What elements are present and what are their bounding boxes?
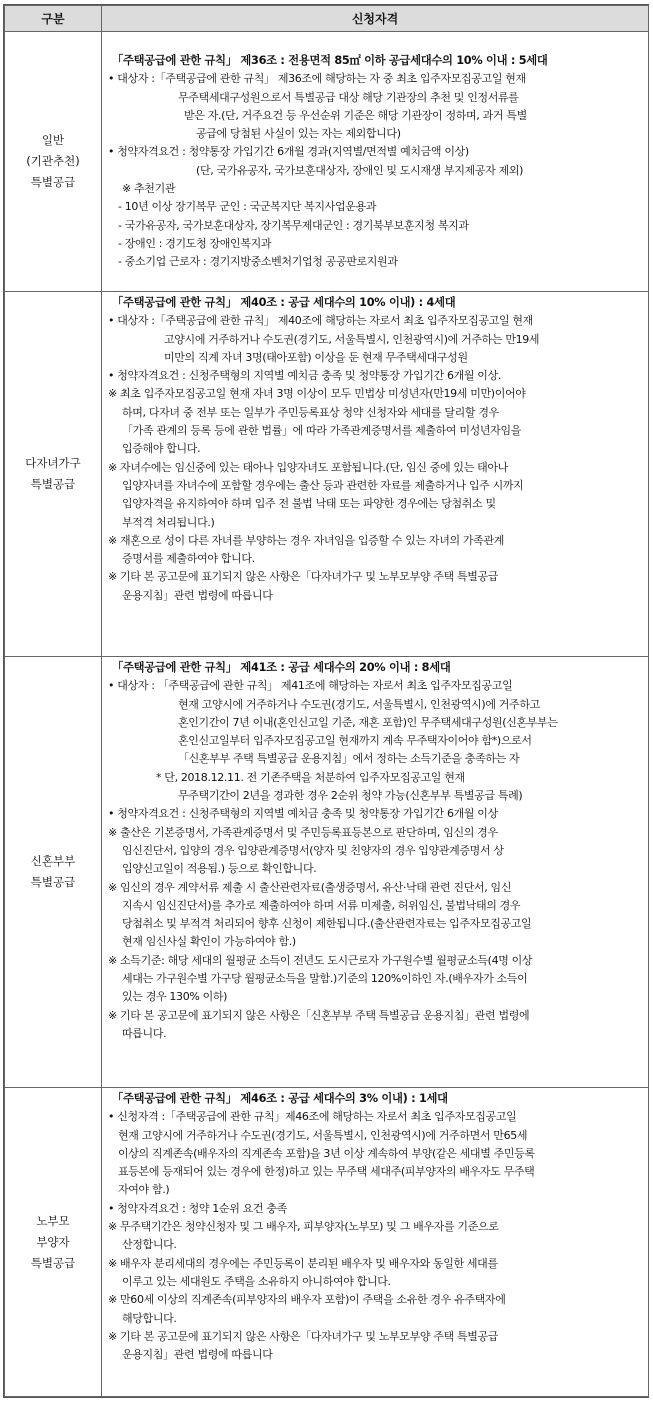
rule-heading: 「주택공급에 관한 규칙」 제40조 : 공급 세대수의 10% 이내) : 4세대 bbox=[112, 296, 456, 309]
eligibility-text-line: • 신청자격 :「주택공급에 관한 규칙」제46조에 해당하는 자로서 최초 입주자모집공고일 bbox=[108, 1110, 517, 1124]
eligibility-text-line: 당첨취소 및 부적격 처리되어 향후 신청이 제한됩니다.(출산관련자료는 입주자모집공고일 bbox=[122, 917, 532, 931]
eligibility-text-line: ※ 추천기관 bbox=[122, 182, 176, 196]
category-label: 특별공급 bbox=[30, 875, 76, 889]
eligibility-text-line: 따릅니다. bbox=[122, 1026, 167, 1040]
eligibility-text-line: ※ 소득기준: 해당 세대의 월평균 소득이 전년도 도시근로자 가구원수별 월평균소득(4명 이상 bbox=[108, 953, 533, 967]
eligibility-text-line: ※ 기타 본 공고문에 표기되지 않은 사항은「다자녀가구 및 노부모부양 주택 특별공급 bbox=[108, 1329, 499, 1343]
eligibility-cell bbox=[102, 657, 649, 1088]
rule-heading: 「주택공급에 관한 규칙」 제36조 : 전용면적 85㎡ 이하 공급세대수의 10% 이내 : 5세대 bbox=[112, 54, 548, 67]
rule-heading: 「주택공급에 관한 규칙」 제41조 : 공급 세대수의 20% 이내 : 8세대 bbox=[112, 661, 451, 674]
eligibility-table bbox=[4, 5, 649, 1397]
eligibility-text-line: ※ 출산은 기본증명서, 가족관계증명서 및 주민등록표등본으로 판단하며, 임신의 경우 bbox=[108, 825, 498, 839]
eligibility-text-line: 현재 임신사실 확인이 가능하여야 함.) bbox=[122, 935, 296, 949]
eligibility-text-line: 입증해야 합니다. bbox=[122, 442, 201, 456]
eligibility-text-line: ※ 배우자 분리세대의 경우에는 주민등록이 분리된 배우자 및 배우자와 동일한 세대를 bbox=[108, 1256, 498, 1270]
eligibility-text-line: ※ 자녀수에는 임신중에 있는 태아나 입양자녀도 포함됩니다.(단, 임신 중에 있는 태아나 bbox=[108, 460, 508, 474]
eligibility-text-line: ※ 기타 본 공고문에 표기되지 않은 사항은「신혼부부 주택 특별공급 운용지침」관련 법령에 bbox=[108, 1008, 530, 1022]
category-label: 다자녀가구 bbox=[25, 456, 81, 470]
category-label: 노부모 bbox=[36, 1213, 70, 1228]
eligibility-text-line: 무주택세대구성원으로서 특별공급 대상 해당 기관장의 추천 및 인정서류를 bbox=[178, 90, 519, 104]
header-category: 구분 bbox=[5, 6, 102, 32]
eligibility-text-line: 있는 경우 130% 이하) bbox=[122, 990, 228, 1004]
eligibility-text-line: - 국가유공자, 국가보훈대상자, 장기복무제대군인 : 경기북부보훈지청 복지과 bbox=[118, 218, 469, 232]
category-label: 신혼부부 bbox=[30, 854, 76, 868]
eligibility-text-line: • 청약자격요건 : 청약 1순위 요건 충족 bbox=[108, 1201, 287, 1215]
eligibility-text-line: 공급에 당첨된 사실이 있는 자는 제외합니다) bbox=[196, 127, 401, 141]
eligibility-text-line: 세대는 가구원수별 가구당 월평균소득을 말함.)기준의 120%이하인 자.(배우자가 소득이 bbox=[122, 972, 528, 986]
eligibility-text-line: - 10년 이상 장기복무 군인 : 국군복지단 복지사업운용과 bbox=[118, 200, 377, 214]
eligibility-text-line: 받은 자.(단, 거주요건 등 우선순위 기준은 해당 기관장이 정하며, 과거 특별 bbox=[184, 108, 527, 122]
eligibility-text-line: 운용지침」관련 법령에 따릅니다 bbox=[122, 1348, 273, 1362]
eligibility-text-line: 입양신고일이 적용됨.) 등으로 확인합니다. bbox=[122, 862, 317, 876]
eligibility-text-line: 미만의 직계 자녀 3명(태아포함) 이상을 둔 현재 무주택세대구성원 bbox=[164, 350, 468, 364]
header-eligibility: 신청자격 bbox=[102, 6, 649, 32]
eligibility-text-line: ※ 임신의 경우 계약서류 제출 시 출산관련자료(출생증명서, 유산·낙태 관련 진단서, 임신 bbox=[108, 880, 512, 894]
eligibility-text-line: - 장애인 : 경기도청 장애인복지과 bbox=[118, 236, 272, 250]
eligibility-text-line: 이루고 있는 세대원도 주택을 소유하지 아니하여야 합니다. bbox=[122, 1274, 391, 1288]
table-header-row bbox=[5, 6, 649, 32]
eligibility-text-line: 지속시 임신진단서)를 추가로 제출하여야 하며 서류 미제출, 허위임신, 불법낙태의 경우 bbox=[122, 898, 521, 912]
category-label: 일반 bbox=[41, 133, 65, 147]
eligibility-text-line: 입양자격을 유지하여야 하며 입주 전 불법 낙태 또는 파양한 경우에는 당첨취소 및 bbox=[122, 497, 496, 511]
eligibility-text-line: (단, 국가유공자, 국가보훈대상자, 장애인 및 도시재생 부지제공자 제외) bbox=[196, 163, 524, 177]
table-row-general-special-supply bbox=[5, 32, 649, 292]
eligibility-text-line: • 청약자격요건 : 청약통장 가입기간 6개월 경과(지역별/면적별 예치금액 이상) bbox=[108, 145, 469, 159]
eligibility-text-line: 「가족 관계의 등록 등에 관한 법률」에 따라 가족관계증명서를 제출하여 미성년자임을 bbox=[122, 424, 522, 438]
category-cell bbox=[5, 657, 102, 1088]
eligibility-text-line: 자여야 함.) bbox=[118, 1183, 170, 1197]
eligibility-text-line: ※ 최초 입주자모집공고일 현재 자녀 3명 이상이 모두 민법상 미성년자(만19세 미만)이어야 bbox=[108, 387, 526, 401]
eligibility-text-line: 증명서를 제출하여야 합니다. bbox=[122, 552, 255, 566]
eligibility-text-line: 운용지침」관련 법령에 따릅니다 bbox=[122, 588, 273, 602]
eligibility-text-line: ※ 무주택기간은 청약신청자 및 그 배우자, 피부양자(노부모) 및 그 배우자를 기준으로 bbox=[108, 1220, 499, 1234]
eligibility-text-line: 하며, 다자녀 중 전부 또는 일부가 주민등록표상 청약 신청자와 세대를 달리할 경우 bbox=[122, 405, 499, 419]
category-label: 특별공급 bbox=[30, 1255, 76, 1270]
eligibility-text-line: 입양자녀를 자녀수에 포함할 경우에는 출산 등과 관련한 자료를 제출하거나 입주 시까지 bbox=[122, 478, 524, 492]
eligibility-text-line: 산정합니다. bbox=[122, 1238, 177, 1252]
eligibility-cell bbox=[102, 32, 649, 292]
eligibility-text-line: • 청약자격요건 : 신청주택형의 지역별 예치금 충족 및 청약통장 가입기간 6개월 이상 bbox=[108, 807, 498, 821]
eligibility-text-line: 혼인기간이 7년 이내(혼인신고일 기준, 재혼 포함)인 무주택세대구성원(신혼부부는 bbox=[178, 715, 558, 729]
eligibility-cell bbox=[102, 292, 649, 657]
eligibility-text-line: • 대상자 : 「주택공급에 관한 규칙」 제41조에 해당하는 자로서 최초 입주자모집공고일 bbox=[108, 679, 513, 693]
category-label: 특별공급 bbox=[30, 477, 76, 491]
eligibility-text-line: 고양시에 거주하거나 수도권(경기도, 서울특별시, 인천광역시)에 거주하는 만19세 bbox=[164, 332, 540, 346]
eligibility-text-line: 현재 고양시에 거주하거나 수도권(경기도, 서울특별시, 인천광역시)에 거주하고 bbox=[178, 697, 540, 711]
category-label: 부양자 bbox=[36, 1234, 70, 1249]
eligibility-text-line: 표등본에 등재되어 있는 경우에 한정)하고 있는 무주택 세대주(피부양자의 배우자도 무주택 bbox=[118, 1165, 535, 1179]
eligibility-text-line: 혼인신고일부터 입주자모집공고일 현재까지 계속 무주택자이어야 함*)으로서 bbox=[178, 734, 532, 748]
category-cell bbox=[5, 292, 102, 657]
eligibility-text-line: - 중소기업 근로자 : 경기지방중소벤처기업청 공공판로지원과 bbox=[118, 255, 398, 269]
table-row-newlywed-special-supply bbox=[5, 657, 649, 1088]
eligibility-text-line: ※ 재혼으로 성이 다른 자녀를 부양하는 경우 자녀임을 입증할 수 있는 자녀의 가족관계 bbox=[108, 533, 505, 547]
category-label: (기관추천) bbox=[26, 154, 80, 168]
eligibility-cell bbox=[102, 1088, 649, 1397]
eligibility-text-line: 해당합니다. bbox=[122, 1311, 177, 1325]
rule-heading: 「주택공급에 관한 규칙」 제46조 : 공급 세대수의 3% 이내) : 1세대 bbox=[112, 1092, 448, 1105]
eligibility-text-line: • 대상자 :「주택공급에 관한 규칙」 제36조에 해당하는 자 중 최초 입주자모집공고일 현재 bbox=[108, 72, 526, 86]
eligibility-text-line: • 청약자격요건 : 신청주택형의 지역별 예치금 충족 및 청약통장 가입기간 6개월 이상. bbox=[108, 369, 502, 383]
eligibility-text-line: 현재 고양시에 거주하거나 수도권(경기도, 서울특별시, 인천광역시)에 거주하면서 만65세 bbox=[118, 1128, 528, 1142]
eligibility-text-line: • 대상자 :「주택공급에 관한 규칙」 제40조에 해당하는 자로서 최초 입주자모집공고일 현재 bbox=[108, 314, 533, 328]
eligibility-text-line: ※ 기타 본 공고문에 표기되지 않은 사항은「다자녀가구 및 노부모부양 주택 특별공급 bbox=[108, 570, 499, 584]
table-row-elderly-parent-special-supply bbox=[5, 1088, 649, 1397]
eligibility-text-line: 부적격 처리됩니다.) bbox=[122, 515, 215, 529]
eligibility-text-line: 이상의 직계존속(배우자의 직계존속 포함)을 3년 이상 계속하여 부양(같은 세대별 주민등록 bbox=[118, 1146, 535, 1160]
category-label: 특별공급 bbox=[30, 175, 76, 189]
eligibility-text-line: 「신혼부부 주택 특별공급 운용지침」에서 정하는 소득기준을 충족하는 자 bbox=[178, 752, 520, 766]
table-row-multi-child-special-supply bbox=[5, 292, 649, 657]
eligibility-text-line: ※ 만60세 이상의 직계존속(피부양자의 배우자 포함)이 주택을 소유한 경우 유주택자에 bbox=[108, 1293, 506, 1307]
document-frame bbox=[3, 4, 649, 1398]
eligibility-text-line: * 단, 2018.12.11. 전 기존주택을 처분하여 입주자모집공고일 현재 bbox=[156, 770, 465, 784]
eligibility-text-line: 무주택기간이 2년을 경과한 경우 2순위 청약 가능(신혼부부 특별공급 특례) bbox=[178, 789, 523, 803]
category-cell bbox=[5, 32, 102, 292]
category-cell bbox=[5, 1088, 102, 1397]
eligibility-text-line: 임신진단서, 입양의 경우 입양관계증명서(양자 및 친양자의 경우 입양관계증명서 상 bbox=[122, 843, 504, 857]
